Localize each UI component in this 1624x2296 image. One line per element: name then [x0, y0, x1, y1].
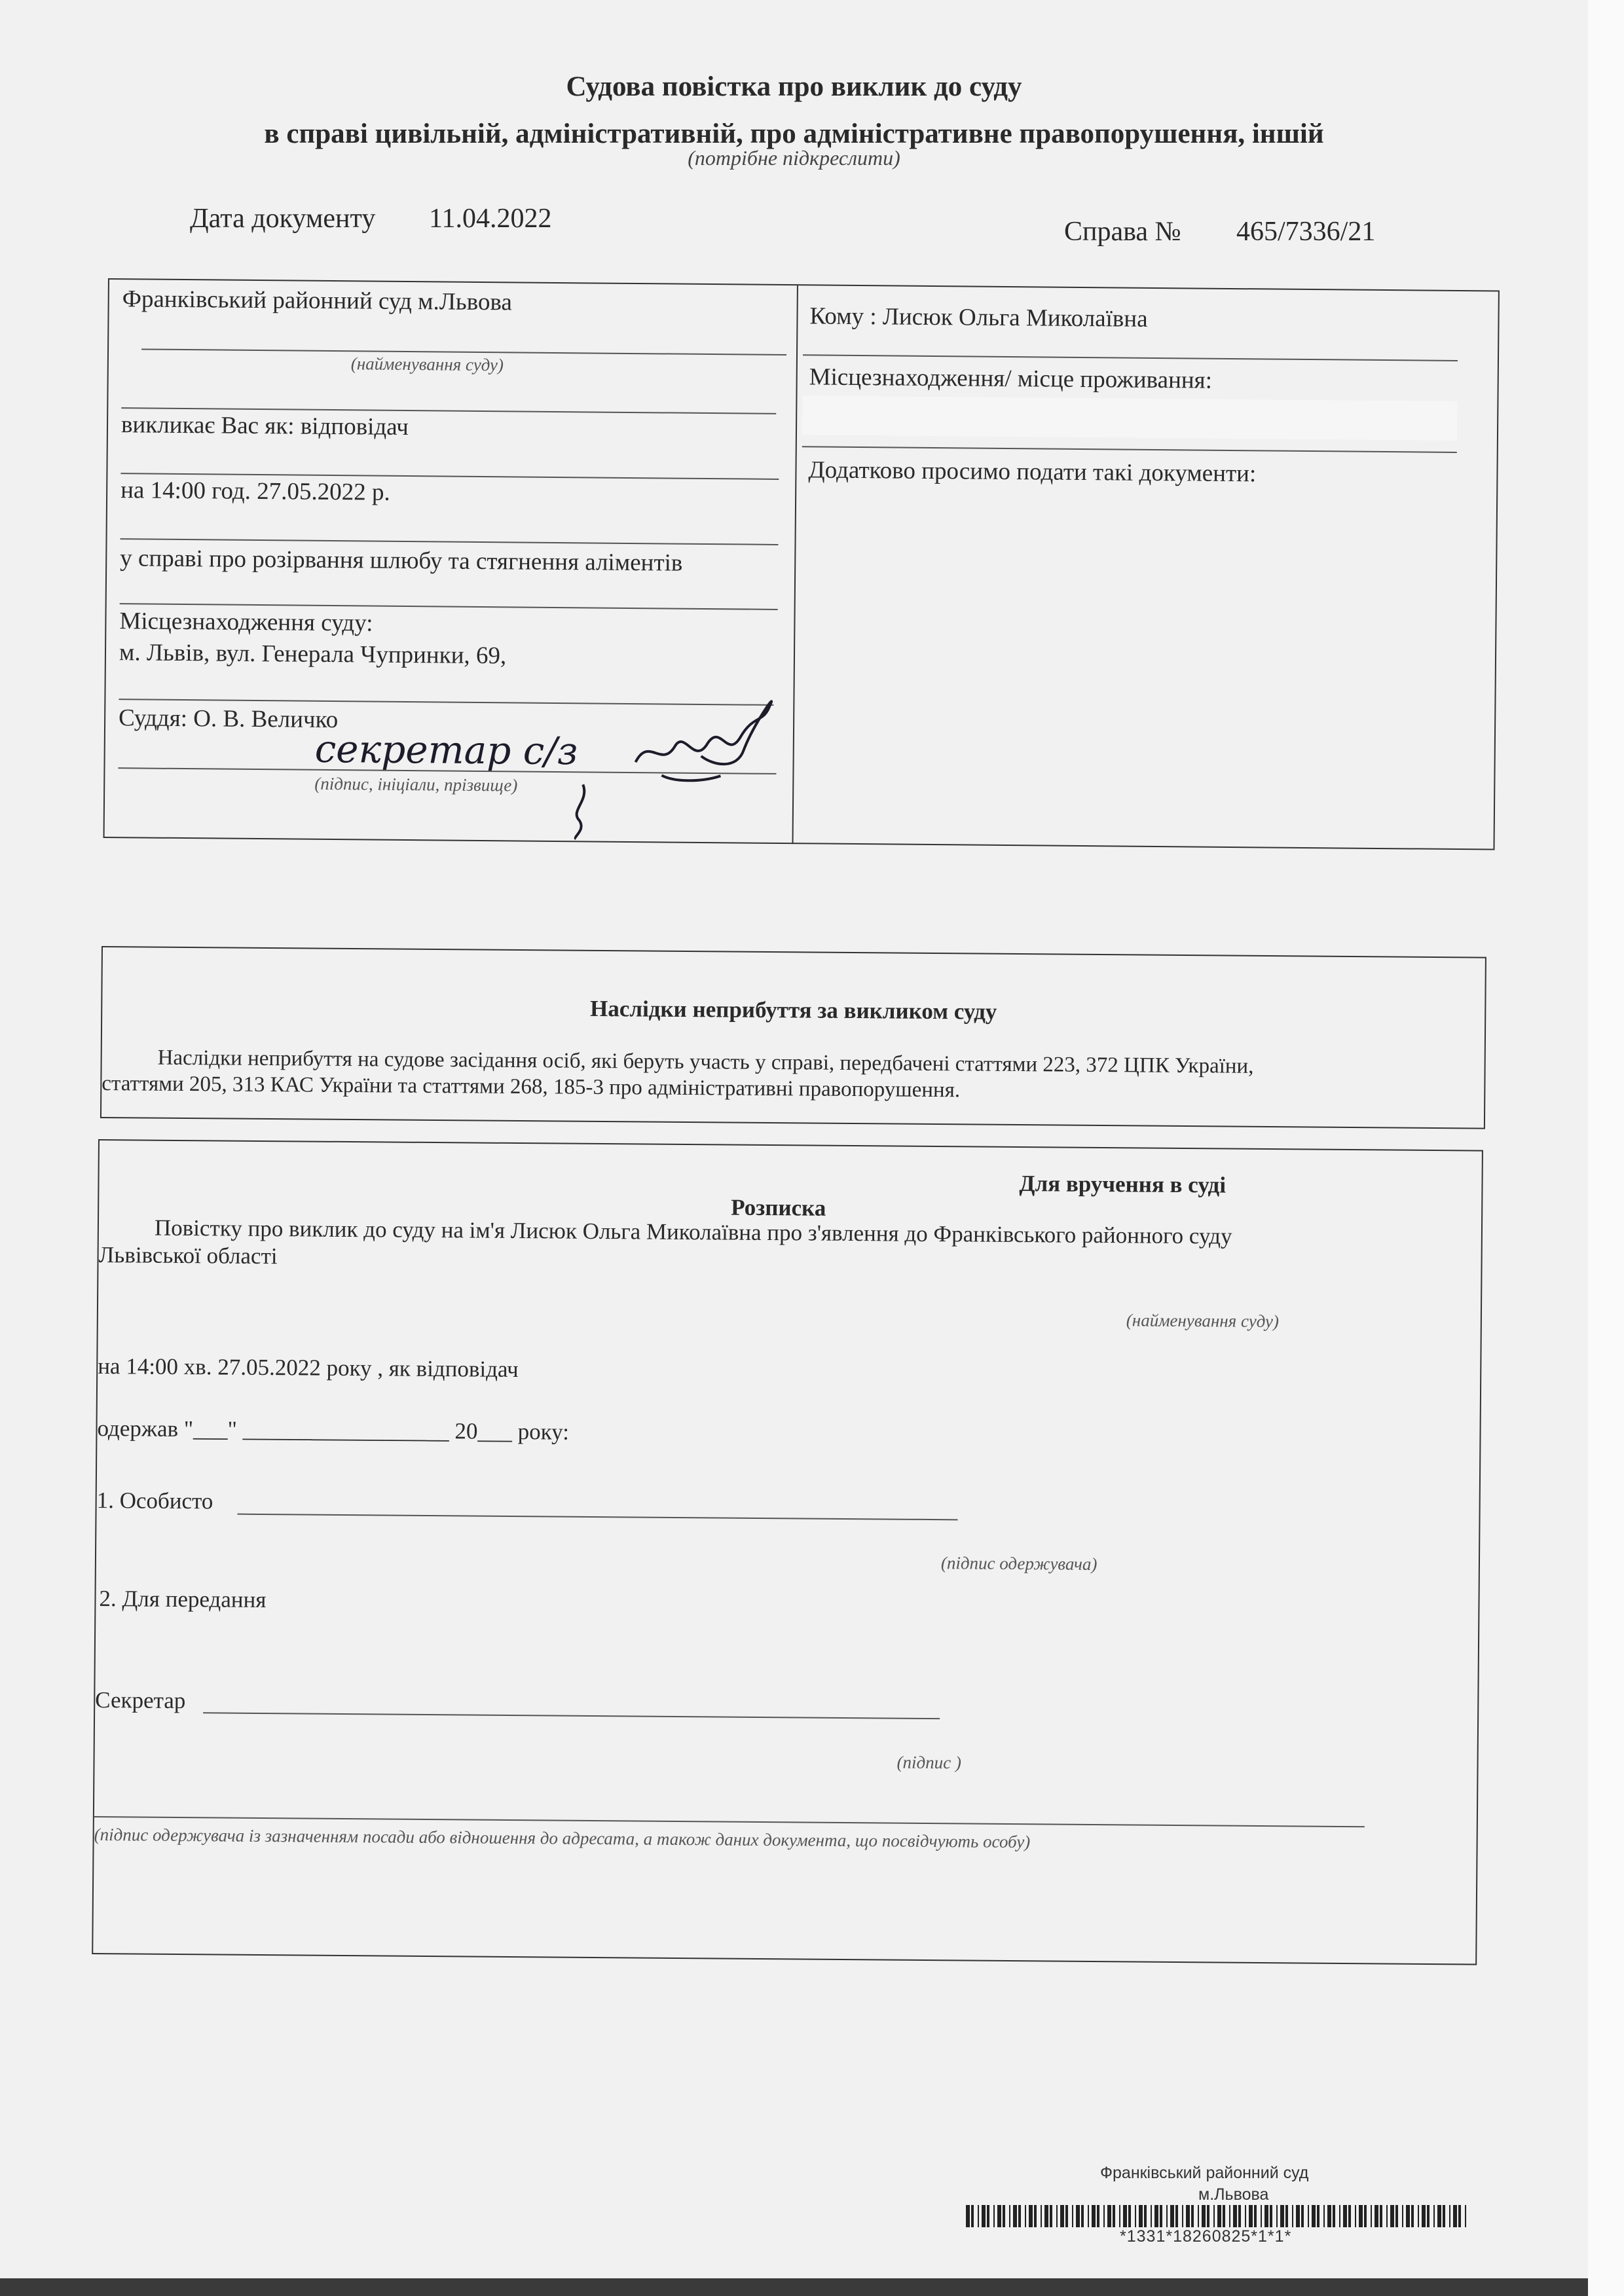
summons-box [103, 278, 1500, 850]
barcode-bar [1458, 2205, 1461, 2227]
barcode-bar [1170, 2205, 1174, 2227]
signature-note: (підпис ) [896, 1752, 962, 1773]
barcode-bar [966, 2205, 970, 2227]
document-title: Судова повістка про виклик до суду [566, 71, 1022, 102]
barcode-bar [1390, 2205, 1394, 2227]
barcode-bar [1182, 2205, 1183, 2227]
doc-date-label: Дата документу [190, 204, 376, 234]
scan-bottom-edge [0, 2278, 1588, 2296]
barcode-bar [1103, 2205, 1105, 2227]
barcode-bar [1009, 2205, 1010, 2227]
case-number: 465/7336/21 [1236, 217, 1376, 247]
barcode-bar [1327, 2205, 1331, 2227]
for-court-label: Для вручення в суді [1019, 1171, 1227, 1198]
barcode-bar [1411, 2205, 1414, 2227]
barcode [966, 2205, 1470, 2227]
summons-as: викликає Вас як: відповідач [120, 411, 409, 441]
barcode-bar [1402, 2205, 1403, 2227]
barcode-bar [1296, 2205, 1300, 2227]
barcode-bar [1433, 2205, 1435, 2227]
barcode-bar [1186, 2205, 1190, 2227]
barcode-bar [1254, 2205, 1257, 2227]
barcode-bar [1280, 2205, 1284, 2227]
barcode-bar [1119, 2205, 1120, 2227]
recipient-signature-note: (підпис одержувача) [940, 1553, 1098, 1575]
hearing-time: на 14:00 год. 27.05.2022 р. [120, 477, 390, 506]
barcode-bar [1175, 2205, 1178, 2227]
recipient-name: Кому : Лисюк Ольга Миколаївна [809, 302, 1148, 333]
barcode-bar [1364, 2205, 1367, 2227]
recipient-full-note: (підпис одержувача із зазначенням посади або відношення до адресата, а також даних документа, що посвідчують особу) [94, 1824, 1031, 1852]
court-location-label: Місцезнаходження суду: [119, 608, 373, 637]
barcode-bar [1198, 2205, 1199, 2227]
barcode-bar [982, 2205, 986, 2227]
divider-line [803, 354, 1458, 361]
receipt-time: на 14:00 хв. 27.05.2022 року , як відповідач [98, 1353, 519, 1383]
barcode-bar [1081, 2205, 1084, 2227]
barcode-bar [1343, 2205, 1347, 2227]
barcode-bar [1160, 2205, 1162, 2227]
barcode-bar [1449, 2205, 1450, 2227]
consequences-box [100, 946, 1486, 1129]
barcode-bar [987, 2205, 989, 2227]
extra-docs-label: Додатково просимо подати такі документи: [808, 456, 1257, 488]
receipt-title: Розписка [731, 1194, 826, 1221]
personally-label: 1. Особисто [96, 1487, 213, 1514]
consequences-title: Наслідки неприбуття за викликом суду [589, 995, 997, 1025]
barcode-bar [1025, 2205, 1026, 2227]
barcode-bar [997, 2205, 1001, 2227]
barcode-bar [971, 2205, 974, 2227]
barcode-text: *1331*18260825*1*1* [1120, 2227, 1292, 2246]
signature-note: (підпис, ініціали, прізвище) [314, 773, 518, 795]
personally-sign-line [238, 1514, 958, 1521]
judge-name: Суддя: О. В. Величко [118, 704, 339, 734]
barcode-bar [1056, 2205, 1058, 2227]
barcode-bar [993, 2205, 995, 2227]
case-label: Справа № [1064, 217, 1181, 247]
barcode-bar [1076, 2205, 1080, 2227]
footer-court-line-2: м.Львова [1198, 2185, 1269, 2204]
barcode-bar [1223, 2205, 1225, 2227]
barcode-bar [1217, 2205, 1221, 2227]
barcode-bar [1139, 2205, 1143, 2227]
handwritten-signature: секретар с/з [314, 726, 578, 774]
barcode-bar [1276, 2205, 1278, 2227]
barcode-bar [1270, 2205, 1272, 2227]
document-subtitle: в справі цивільній, адміністративній, про адміністративне правопорушення, іншій [264, 118, 1324, 149]
barcode-bar [1437, 2205, 1441, 2227]
barcode-bar [1406, 2205, 1410, 2227]
barcode-bar [1041, 2205, 1042, 2227]
barcode-bar [1422, 2205, 1426, 2227]
case-subject: у справі про розірвання шлюбу та стягнення аліментів [120, 545, 683, 577]
barcode-bar [1207, 2205, 1209, 2227]
court-location-address: м. Львів, вул. Генерала Чупринки, 69, [119, 639, 507, 670]
barcode-bar [1166, 2205, 1168, 2227]
barcode-bar [1380, 2205, 1382, 2227]
barcode-bar [1323, 2205, 1325, 2227]
barcode-bar [1301, 2205, 1304, 2227]
receipt-text-2: Львівської області [98, 1242, 278, 1269]
barcode-bar [1154, 2205, 1158, 2227]
underline-note: (потрібне підкреслити) [688, 146, 900, 170]
secretary-sign-line [203, 1712, 940, 1719]
panel-divider [792, 285, 798, 844]
footer-court-line-1: Франківський районний суд [1100, 2164, 1309, 2182]
barcode-bar [1018, 2205, 1021, 2227]
barcode-bar [1123, 2205, 1127, 2227]
redacted-address [802, 395, 1457, 441]
barcode-bar [1238, 2205, 1241, 2227]
transfer-label: 2. Для передання [99, 1586, 267, 1613]
barcode-bar [1453, 2205, 1457, 2227]
court-name-note: (найменування суду) [350, 354, 504, 375]
barcode-bar [1285, 2205, 1288, 2227]
barcode-bar [1135, 2205, 1136, 2227]
barcode-bar [978, 2205, 979, 2227]
barcode-bar [1333, 2205, 1335, 2227]
barcode-bar [1044, 2205, 1048, 2227]
receipt-box [92, 1139, 1483, 1965]
signature-tail [563, 781, 603, 841]
barcode-bar [1264, 2205, 1268, 2227]
barcode-bar [1292, 2205, 1293, 2227]
barcode-bar [1029, 2205, 1033, 2227]
barcode-bar [1348, 2205, 1351, 2227]
doc-date: 11.04.2022 [429, 204, 552, 234]
barcode-bar [1261, 2205, 1262, 2227]
barcode-bar [1418, 2205, 1419, 2227]
residence-label: Місцезнаходження/ місце проживання: [809, 363, 1213, 394]
divider-line [120, 538, 779, 545]
barcode-bar [1144, 2205, 1147, 2227]
signature-scribble [622, 683, 786, 796]
barcode-bar [1092, 2205, 1096, 2227]
barcode-bar [1107, 2205, 1111, 2227]
barcode-bar [1359, 2205, 1363, 2227]
barcode-bar [1245, 2205, 1246, 2227]
barcode-bar [1034, 2205, 1037, 2227]
barcode-bar [1202, 2205, 1206, 2227]
barcode-bar [1003, 2205, 1005, 2227]
barcode-bar [1113, 2205, 1115, 2227]
scan-edge [1588, 0, 1624, 2296]
barcode-bar [1065, 2205, 1068, 2227]
consequences-text-1: Наслідки неприбуття на судове засідання осіб, які беруть участь у справі, передбачені статтями 223, 372 ЦПК України, [157, 1046, 1254, 1078]
court-note: (найменування суду) [1126, 1310, 1280, 1332]
barcode-bar [1312, 2205, 1316, 2227]
barcode-bar [1233, 2205, 1237, 2227]
barcode-bar [1249, 2205, 1253, 2227]
barcode-bar [1375, 2205, 1378, 2227]
court-name: Франківський районний суд м.Львова [122, 285, 513, 316]
barcode-bar [1128, 2205, 1131, 2227]
barcode-bar [1465, 2205, 1466, 2227]
barcode-bar [1229, 2205, 1230, 2227]
receipt-text-1: Повістку про виклик до суду на ім'я Лисюк Ольга Миколаївна про з'явлення до Франківського районного суду [154, 1214, 1232, 1249]
consequences-text-2: статтями 205, 313 КАС України та статтями 268, 185-3 про адміністративні правопорушення. [101, 1072, 961, 1102]
barcode-bar [1386, 2205, 1388, 2227]
secretary-label: Секретар [95, 1686, 186, 1714]
divider-line [802, 446, 1457, 453]
received-line: одержав "___" __________________ 20___ року: [97, 1415, 570, 1445]
barcode-bar [1427, 2205, 1430, 2227]
barcode-bar [1443, 2205, 1445, 2227]
barcode-bar [1339, 2205, 1340, 2227]
barcode-bar [1013, 2205, 1017, 2227]
barcode-bar [1072, 2205, 1073, 2227]
barcode-bar [1395, 2205, 1398, 2227]
barcode-bar [1191, 2205, 1194, 2227]
barcode-bar [1151, 2205, 1152, 2227]
barcode-bar [1317, 2205, 1320, 2227]
barcode-bar [1060, 2205, 1064, 2227]
barcode-bar [1097, 2205, 1099, 2227]
barcode-bar [1371, 2205, 1372, 2227]
barcode-bar [1050, 2205, 1052, 2227]
barcode-bar [1355, 2205, 1356, 2227]
barcode-bar [1308, 2205, 1309, 2227]
barcode-bar [1213, 2205, 1215, 2227]
barcode-bar [1088, 2205, 1089, 2227]
